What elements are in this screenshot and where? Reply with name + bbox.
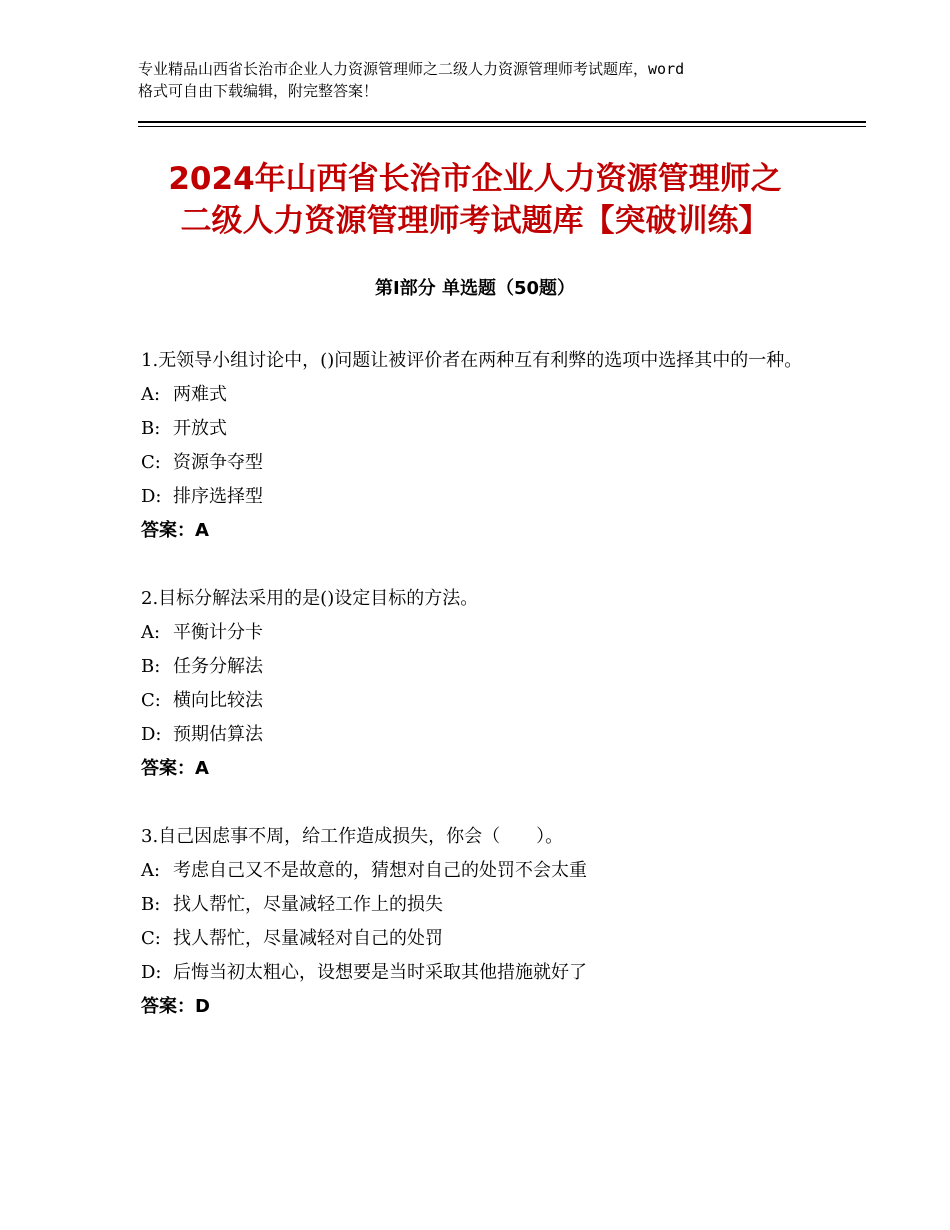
- option-text: 开放式: [173, 418, 227, 439]
- header-note-line-2: 格式可自由下载编辑，附完整答案！: [138, 82, 379, 100]
- question-number: 2.: [141, 588, 159, 609]
- option-text: 两难式: [173, 384, 227, 405]
- question-stem: [141, 344, 841, 378]
- option-text: 排序选择型: [173, 486, 263, 507]
- option-text: 找人帮忙，尽量减轻对自己的处罚: [173, 928, 443, 949]
- question-stem: [141, 820, 841, 854]
- option-a: [141, 854, 841, 888]
- question-text: 无领导小组讨论中，()问题让被评价者在两种互有利弊的选项中选择其中的一种。: [158, 350, 803, 371]
- document-title-line-2: 二级人力资源管理师考试题库【突破训练】: [180, 203, 770, 239]
- option-d: [141, 718, 841, 752]
- answer-line: 答案：A: [141, 758, 209, 779]
- section-heading: 第Ⅰ部分 单选题（50题）: [374, 278, 575, 299]
- answer-line: 答案：A: [141, 520, 209, 541]
- question-2: [141, 582, 841, 786]
- question-3: [141, 820, 841, 1024]
- document-title: [100, 158, 850, 242]
- question-1: [141, 344, 841, 548]
- option-letter: C:: [141, 452, 161, 473]
- header-note: [138, 58, 828, 102]
- option-letter: D:: [141, 486, 162, 507]
- question-stem: [141, 582, 841, 616]
- option-text: 考虑自己又不是故意的，猜想对自己的处罚不会太重: [173, 860, 587, 881]
- option-text: 任务分解法: [173, 656, 263, 677]
- option-letter: B:: [141, 656, 161, 677]
- question-text: 自己因虑事不周，给工作造成损失，你会（ ）。: [158, 826, 564, 847]
- header-divider-thin: [138, 126, 866, 127]
- option-text: 横向比较法: [173, 690, 263, 711]
- option-letter: C:: [141, 928, 161, 949]
- option-a: [141, 616, 841, 650]
- option-a: [141, 378, 841, 412]
- option-letter: A:: [141, 622, 161, 643]
- option-b: [141, 888, 841, 922]
- option-d: [141, 956, 841, 990]
- question-number: 3.: [141, 826, 159, 847]
- option-letter: B:: [141, 894, 161, 915]
- option-letter: A:: [141, 860, 161, 881]
- option-text: 预期估算法: [173, 724, 263, 745]
- option-b: [141, 650, 841, 684]
- option-c: [141, 446, 841, 480]
- option-c: [141, 922, 841, 956]
- question-list: [141, 344, 841, 1058]
- option-letter: C:: [141, 690, 161, 711]
- option-d: [141, 480, 841, 514]
- option-letter: D:: [141, 724, 162, 745]
- option-text: 后悔当初太粗心，设想要是当时采取其他措施就好了: [173, 962, 587, 983]
- option-b: [141, 412, 841, 446]
- header-divider-thick: [138, 121, 866, 123]
- option-letter: B:: [141, 418, 161, 439]
- answer-line: 答案：D: [141, 996, 210, 1017]
- option-letter: D:: [141, 962, 162, 983]
- option-letter: A:: [141, 384, 161, 405]
- option-text: 找人帮忙，尽量减轻工作上的损失: [173, 894, 443, 915]
- question-number: 1.: [141, 350, 159, 371]
- option-text: 资源争夺型: [173, 452, 263, 473]
- option-c: [141, 684, 841, 718]
- header-note-line-1: 专业精品山西省长治市企业人力资源管理师之二级人力资源管理师考试题库，word: [138, 60, 685, 78]
- question-text: 目标分解法采用的是()设定目标的方法。: [158, 588, 479, 609]
- document-title-line-1: 2024年山西省长治市企业人力资源管理师之: [168, 161, 782, 197]
- option-text: 平衡计分卡: [173, 622, 263, 643]
